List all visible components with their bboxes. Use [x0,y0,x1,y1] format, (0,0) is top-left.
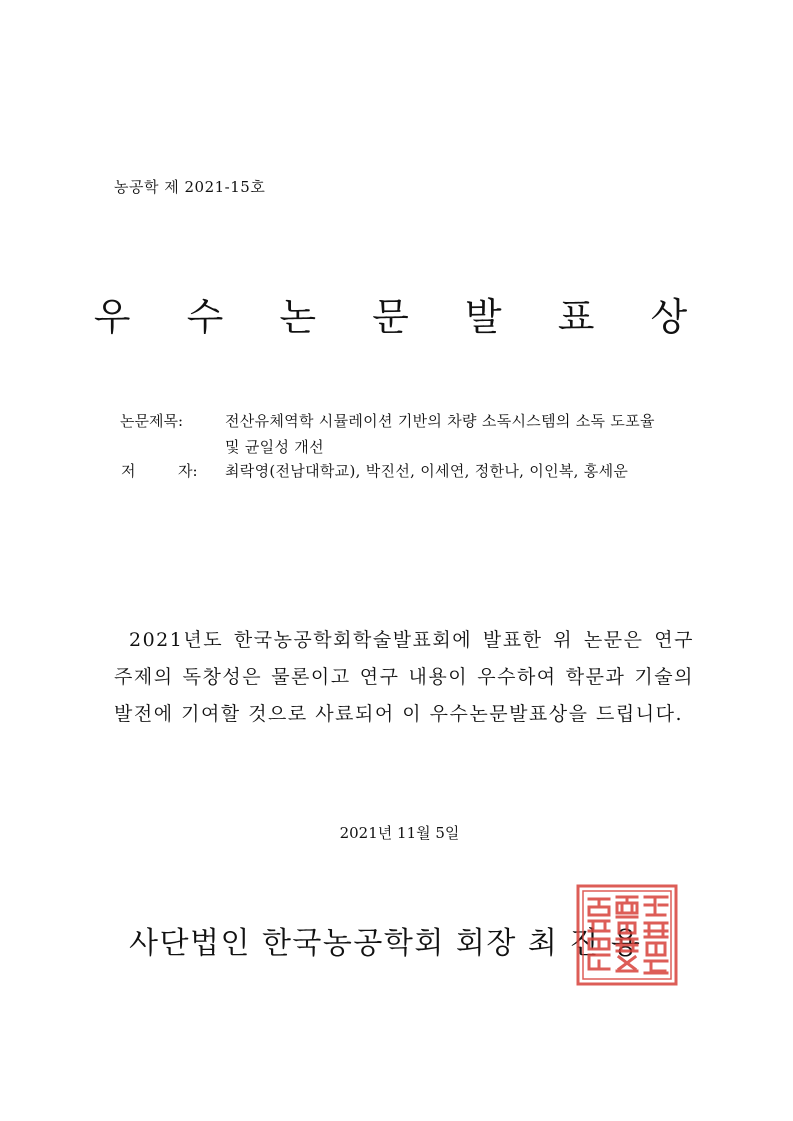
award-title: 우 수 논 문 발 표 상 [93,295,710,339]
signature-line: 사단법인 한국농공학회 회장 최 진 용 [129,926,642,961]
award-body-text: 2021년도 한국농공학회학술발표회에 발표한 위 논문은 연구주제의 독창성은 물론이고 연구 내용이 우수하여 학문과 기술의 발전에 기여할 것으로 사료되어 이 우수논문발표상을 드립니다. [114,629,694,725]
document-number: 농공학 제 2021-15호 [114,178,266,196]
author-list: 최락영(전남대학교), 박진선, 이세연, 정한나, 이인복, 홍세운 [225,462,629,480]
paper-title-line-2: 및 균일성 개선 [225,438,324,456]
paper-title-line-1: 전산유체역학 시뮬레이션 기반의 차량 소독시스템의 소독 도포율 [225,412,655,430]
author-label-first: 저 [121,462,136,480]
issue-date: 2021년 11월 5일 [339,824,460,842]
official-seal-icon [575,883,679,987]
author-label-second: 자: [178,462,198,480]
paper-title-label: 논문제목: [120,412,184,430]
